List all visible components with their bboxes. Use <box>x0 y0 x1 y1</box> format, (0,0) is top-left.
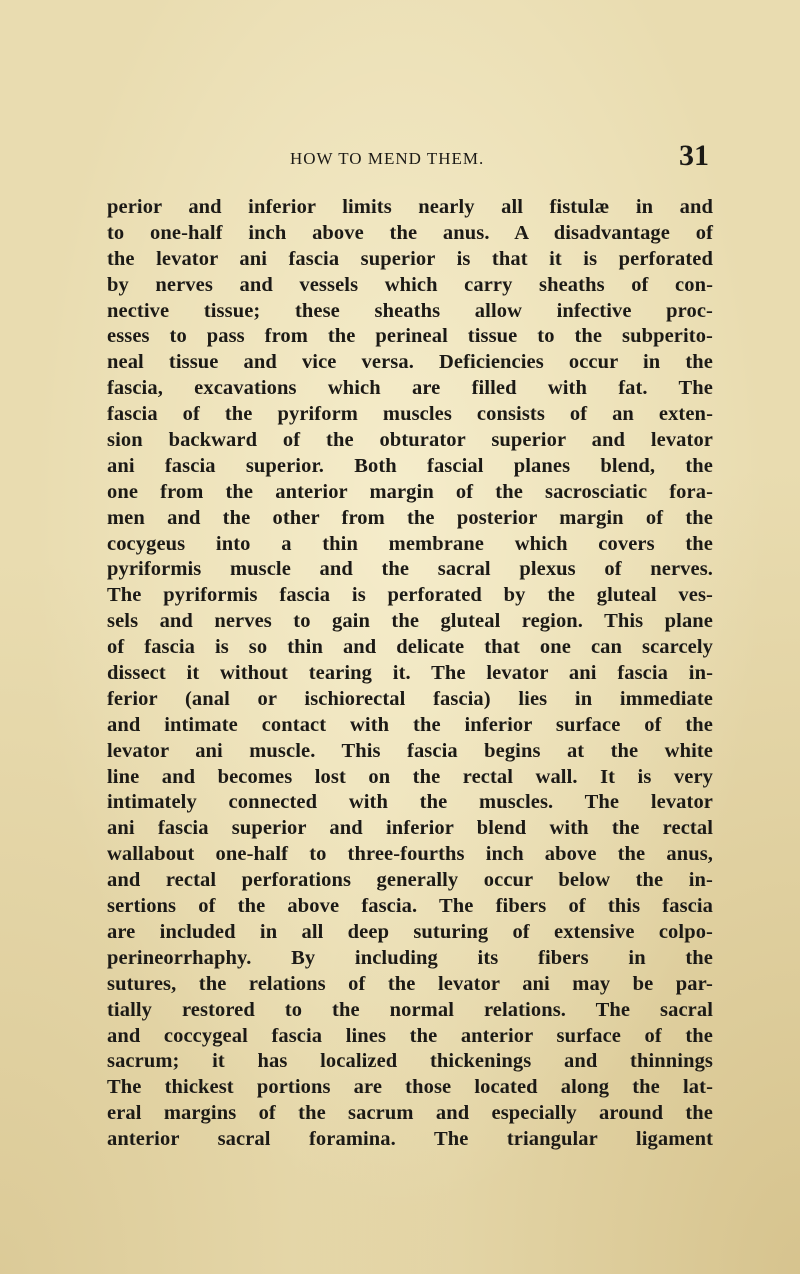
text-line: eral margins of the sacrum and especially around the <box>107 1102 713 1125</box>
text-line: perineorrhaphy. By including its fibers in the <box>107 946 713 969</box>
text-line: by nerves and vessels which carry sheaths of con- <box>107 273 713 296</box>
text-line: sion backward of the obturator superior and levator <box>107 429 713 452</box>
text-line: ani fascia superior and inferior blend with the rectal <box>107 817 713 840</box>
text-line: men and the other from the posterior margin of the <box>107 506 713 529</box>
text-line: perior and inferior limits nearly all fistulæ in and <box>107 196 713 218</box>
text-line: intimately connected with the muscles. The levator <box>107 791 713 814</box>
text-line: of fascia is so thin and delicate that one can scarcely <box>107 636 713 659</box>
text-line: one from the anterior margin of the sacrosciatic fora- <box>107 480 713 503</box>
running-title: HOW TO MEND THEM. <box>290 149 485 168</box>
text-line: wallabout one-half to three-fourths inch above the anus, <box>107 843 713 866</box>
text-line: sertions of the above fascia. The fibers of this fascia <box>107 895 713 918</box>
text-line: tially restored to the normal relations. The sacral <box>107 998 713 1021</box>
text-line: sacrum; it has localized thickenings and thinnings <box>107 1050 713 1073</box>
text-line: the levator ani fascia superior is that it is perforated <box>107 247 713 270</box>
text-line: sels and nerves to gain the gluteal region. This plane <box>107 610 713 633</box>
text-line: cocygeus into a thin membrane which covers the <box>107 532 713 555</box>
text-line: levator ani muscle. This fascia begins at the white <box>107 739 713 762</box>
running-head <box>107 139 713 177</box>
text-line: nective tissue; these sheaths allow infective proc- <box>107 299 713 322</box>
text-line: The thickest portions are those located along the lat- <box>107 1076 713 1099</box>
text-line: sutures, the relations of the levator ani may be par- <box>107 972 713 995</box>
text-line: and rectal perforations generally occur below the in- <box>107 869 713 892</box>
text-line: ferior (anal or ischiorectal fascia) lies in immediate <box>107 687 713 710</box>
text-line: fascia, excavations which are filled with fat. The <box>107 377 713 400</box>
text-line: to one-half inch above the anus. A disadvantage of <box>107 221 713 244</box>
body-text <box>107 195 713 1153</box>
text-line: fascia of the pyriform muscles consists of an exten- <box>107 403 713 426</box>
text-line: line and becomes lost on the rectal wall. It is very <box>107 765 713 788</box>
text-line: The pyriformis fascia is perforated by the gluteal ves- <box>107 584 713 607</box>
text-line: are included in all deep suturing of extensive colpo- <box>107 920 713 943</box>
text-line: pyriformis muscle and the sacral plexus of nerves. <box>107 558 713 581</box>
text-line: dissect it without tearing it. The levator ani fascia in- <box>107 662 713 685</box>
text-line: anterior sacral foramina. The triangular ligament <box>107 1128 713 1151</box>
page-number: 31 <box>679 139 709 172</box>
text-line: and intimate contact with the inferior surface of the <box>107 713 713 736</box>
text-line: and coccygeal fascia lines the anterior surface of the <box>107 1024 713 1047</box>
text-line: esses to pass from the perineal tissue to the subperito- <box>107 325 713 348</box>
text-line: ani fascia superior. Both fascial planes blend, the <box>107 454 713 477</box>
text-line: neal tissue and vice versa. Deficiencies occur in the <box>107 351 713 374</box>
